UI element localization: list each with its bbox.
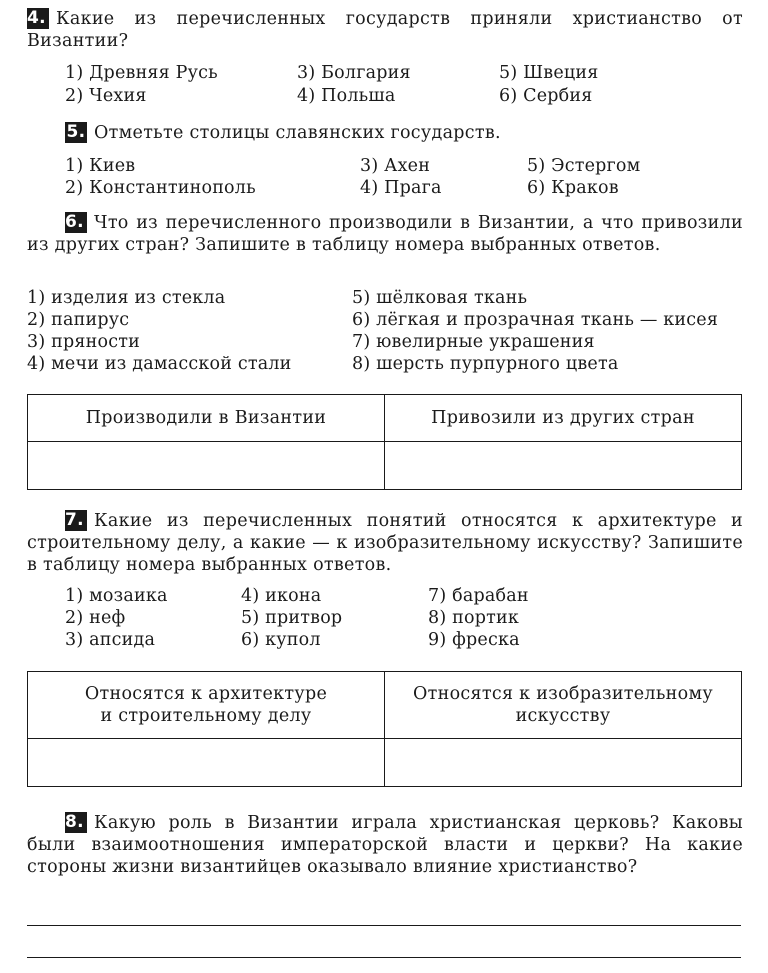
q6-answer-table [27, 394, 742, 490]
q5-option-2: 2) Константинополь [65, 178, 256, 198]
q6-table-header-imported: Привозили из других стран [385, 395, 742, 442]
question-4-text: Какие из перечисленных государств приняли христианство от Византии? [27, 9, 743, 51]
question-8 [27, 812, 743, 878]
question-7-text: Какие из перечисленных понятий относятся к архитектуре и строительному делу, а какие — к изобразительному искусству? Запишите в таблицу номера выбранных ответов. [27, 511, 743, 575]
question-4 [27, 8, 743, 52]
question-number-6: 6. [65, 212, 87, 233]
answer-line-1[interactable] [27, 925, 741, 926]
question-number-7: 7. [65, 510, 87, 531]
q6-table-header-produced: Производили в Византии [28, 395, 385, 442]
q7-table-header-architecture [28, 672, 385, 739]
question-number-5: 5. [66, 122, 86, 142]
question-number-4: 4. [27, 8, 49, 29]
q6-option-7: 7) ювелирные украшения [352, 332, 595, 352]
answer-line-2[interactable] [27, 957, 741, 958]
q7-header-fine-art-line2: искусству [515, 706, 611, 726]
q5-option-5: 5) Эстергом [527, 156, 641, 176]
q6-option-3: 3) пряности [27, 332, 140, 352]
q7-answer-table [27, 671, 742, 787]
question-5-text: Отметьте столицы славянских государств. [94, 123, 501, 143]
q7-option-3: 3) апсида [65, 630, 156, 650]
q6-option-5: 5) шёлковая ткань [352, 288, 528, 308]
q7-header-fine-art-line1: Относятся к изобразительному [413, 684, 713, 704]
q7-answer-cell-fine-art[interactable] [385, 739, 742, 787]
question-6-text: Что из перечисленного производили в Византии, а что привозили из других стран? Запишите в таблицу номера выбранных ответов. [27, 213, 743, 255]
q4-option-3: 3) Болгария [297, 63, 411, 83]
q7-header-architecture-line1: Относятся к архитектуре [84, 684, 328, 704]
q7-option-4: 4) икона [241, 586, 322, 606]
q6-option-1: 1) изделия из стекла [27, 288, 226, 308]
question-number-8: 8. [65, 812, 87, 833]
q6-option-6: 6) лёгкая и прозрачная ткань — кисея [352, 310, 719, 330]
q7-header-architecture-line2: и строительному делу [100, 706, 312, 726]
q5-option-3: 3) Ахен [360, 156, 431, 176]
q6-answer-cell-imported[interactable] [385, 442, 742, 490]
q7-answer-cell-architecture[interactable] [28, 739, 385, 787]
q6-option-2: 2) папирус [27, 310, 130, 330]
q5-option-4: 4) Прага [360, 178, 442, 198]
q7-option-9: 9) фреска [428, 630, 520, 650]
q4-option-5: 5) Швеция [499, 63, 599, 83]
q7-option-6: 6) купол [241, 630, 321, 650]
q7-table-header-fine-art [385, 672, 742, 739]
question-6 [27, 212, 743, 256]
q7-option-1: 1) мозаика [65, 586, 168, 606]
question-7 [27, 510, 743, 576]
q7-option-7: 7) барабан [428, 586, 529, 606]
q6-answer-cell-produced[interactable] [28, 442, 385, 490]
q4-option-4: 4) Польша [297, 86, 396, 106]
q4-option-1: 1) Древняя Русь [65, 63, 218, 83]
q7-option-2: 2) неф [65, 608, 126, 628]
question-8-text: Какую роль в Византии играла христианская церковь? Каковы были взаимоотношения императорской власти и церкви? На какие стороны жизни византийцев оказывало влияние христианство? [27, 813, 743, 877]
question-5 [65, 122, 745, 144]
q6-option-4: 4) мечи из дамасской стали [27, 354, 292, 374]
q4-option-2: 2) Чехия [65, 86, 147, 106]
q5-option-1: 1) Киев [65, 156, 136, 176]
q7-option-5: 5) притвор [241, 608, 343, 628]
q6-option-8: 8) шерсть пурпурного цвета [352, 354, 619, 374]
q4-option-6: 6) Сербия [499, 86, 593, 106]
q5-option-6: 6) Краков [527, 178, 619, 198]
q7-option-8: 8) портик [428, 608, 520, 628]
